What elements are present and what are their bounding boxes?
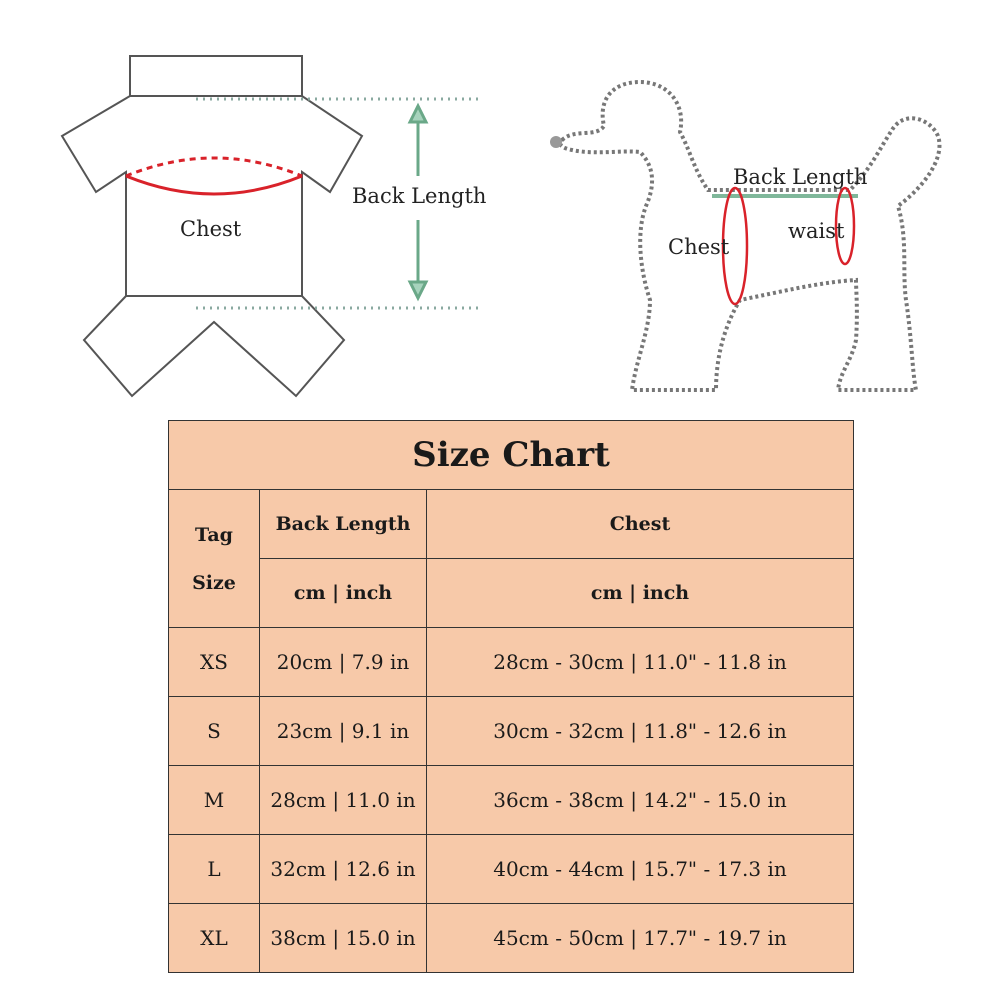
chest-cell: 45cm - 50cm | 17.7" - 19.7 in	[427, 904, 854, 973]
dog-chest-label: Chest	[668, 235, 730, 259]
garment-back-length-label: Back Length	[352, 184, 487, 208]
size-chart-table	[168, 420, 854, 973]
table-row	[169, 835, 854, 904]
back-length-cell: 23cm | 9.1 in	[260, 697, 427, 766]
chest-cell: 30cm - 32cm | 11.8" - 12.6 in	[427, 697, 854, 766]
size-cell: M	[169, 766, 260, 835]
table-row	[169, 766, 854, 835]
size-cell: S	[169, 697, 260, 766]
table-row	[169, 697, 854, 766]
garment-chest-label: Chest	[180, 217, 242, 241]
back-length-cell: 28cm | 11.0 in	[260, 766, 427, 835]
size-cell: XS	[169, 628, 260, 697]
dog-outline	[560, 82, 939, 390]
tag-header-line1: Tag	[195, 523, 233, 546]
back-length-cell: 32cm | 12.6 in	[260, 835, 427, 904]
size-chart-title: Size Chart	[169, 421, 854, 490]
chest-header: Chest	[427, 490, 854, 559]
measurement-diagram	[0, 0, 1000, 420]
back-length-cell: 20cm | 7.9 in	[260, 628, 427, 697]
chest-unit: cm | inch	[427, 559, 854, 628]
back-length-header: Back Length	[260, 490, 427, 559]
table-row	[169, 904, 854, 973]
chest-cell: 36cm - 38cm | 14.2" - 15.0 in	[427, 766, 854, 835]
tag-size-header	[169, 490, 260, 628]
back-length-cell: 38cm | 15.0 in	[260, 904, 427, 973]
dog-nose-icon	[550, 136, 562, 148]
chest-cell: 28cm - 30cm | 11.0" - 11.8 in	[427, 628, 854, 697]
size-cell: L	[169, 835, 260, 904]
back-length-unit: cm | inch	[260, 559, 427, 628]
size-cell: XL	[169, 904, 260, 973]
chest-cell: 40cm - 44cm | 15.7" - 17.3 in	[427, 835, 854, 904]
measurement-illustration	[0, 0, 1000, 420]
table-row	[169, 628, 854, 697]
dog-back-length-label: Back Length	[733, 165, 868, 189]
tag-header-line2: Size	[192, 571, 236, 594]
dog-waist-label: waist	[788, 219, 845, 243]
